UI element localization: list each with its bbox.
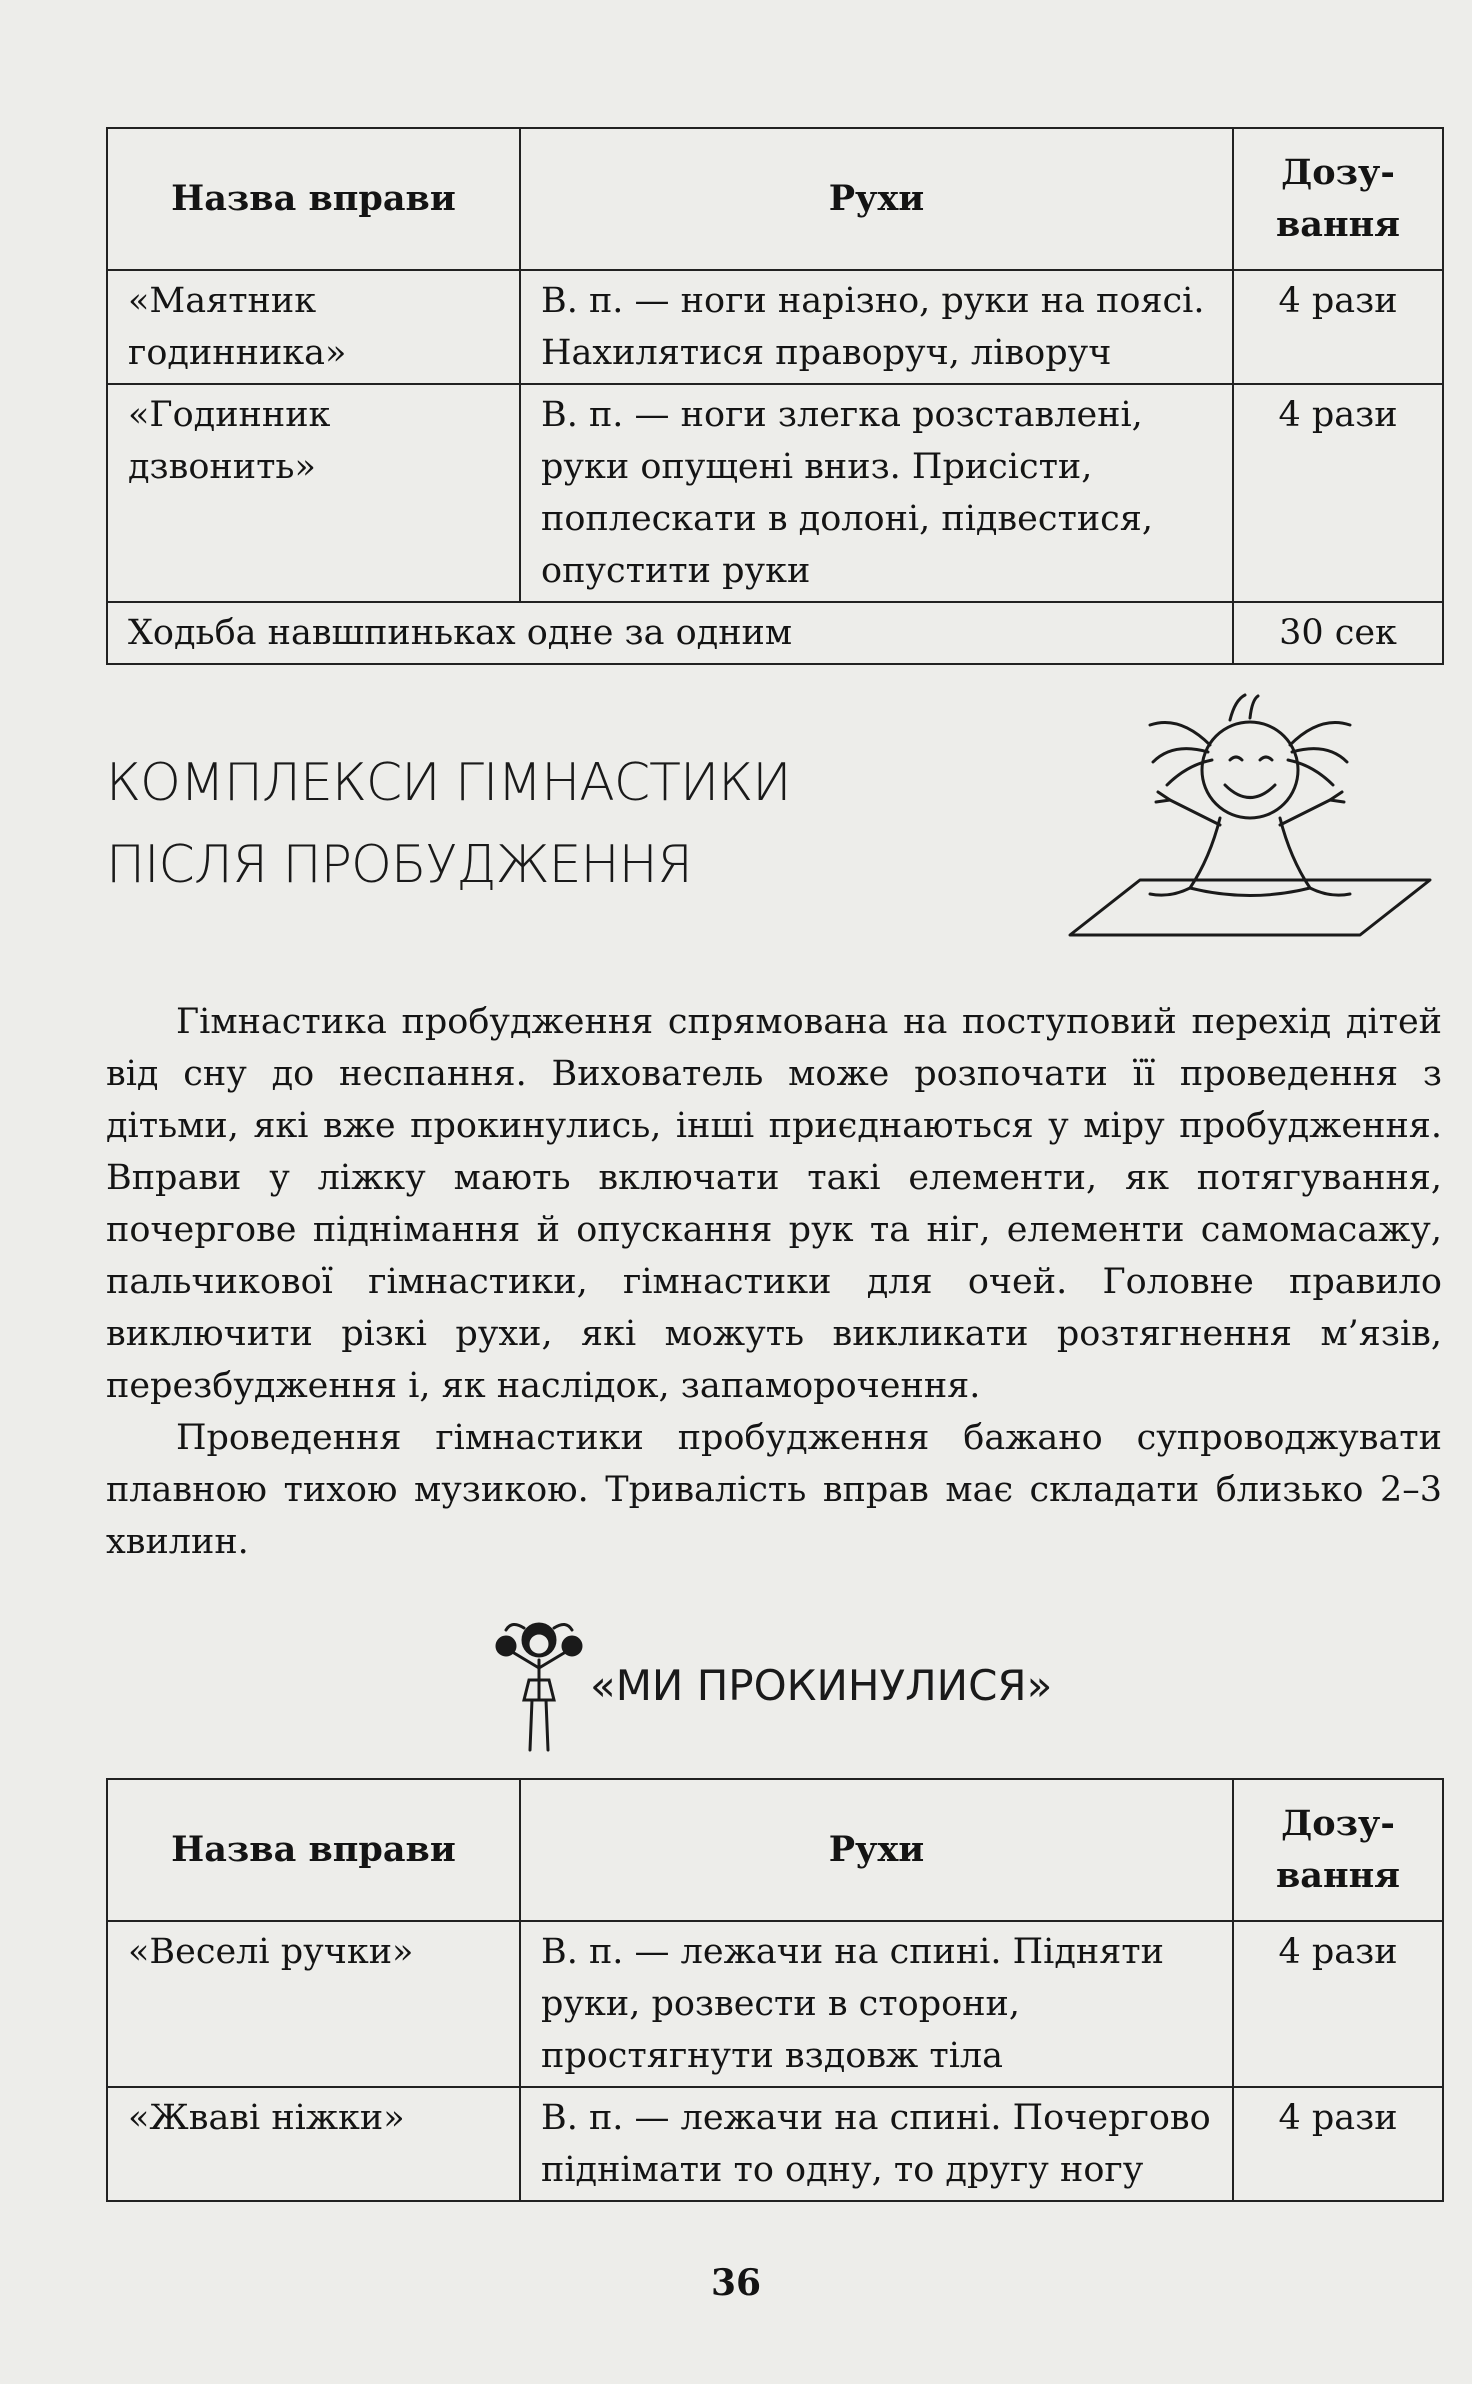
header-movements: Рухи: [520, 1779, 1233, 1921]
exercise-movements: В. п. — ноги злегка розставлені, руки опущені вниз. Присісти, поплескати в долоні, підвестися, опустити руки: [520, 384, 1233, 602]
exercise-movements: В. п. — лежачи на спині. Почергово піднімати то одну, то другу ногу: [520, 2087, 1233, 2201]
exercise-dosage: 4 рази: [1233, 2087, 1443, 2201]
table-row: [107, 2087, 1443, 2201]
exercise-dosage: 4 рази: [1233, 384, 1443, 602]
page-number: 36: [710, 2262, 762, 2304]
exercise-name: «Маятник годинника»: [107, 270, 520, 384]
walking-exercise: Ходьба навшпиньках одне за одним: [107, 602, 1233, 664]
header-movements: Рухи: [520, 128, 1233, 270]
header-exercise-name: Назва вправи: [107, 1779, 520, 1921]
body-text: [106, 996, 1442, 1568]
table-row: [107, 384, 1443, 602]
table-row: [107, 1921, 1443, 2087]
exercise-name: «Годинник дзвонить»: [107, 384, 520, 602]
exercise-name: «Веселі ручки»: [107, 1921, 520, 2087]
header-exercise-name: Назва вправи: [107, 128, 520, 270]
table-header-row: [107, 128, 1443, 270]
section-title-line-2: ПІСЛЯ ПРОБУДЖЕННЯ: [106, 835, 692, 895]
paragraph: Гімнастика пробудження спрямована на поступовий перехід дітей від сну до неспання. Вихователь може розпочати її проведення з дітьми, які вже прокинулись, інші приєднаються у міру пробудження. Вправи у ліжку мають включати такі елементи, як потягування, почергове піднімання й опускання рук та ніг, елементи самомасажу, пальчикової гімнастики, гімнастики для очей. Головне правило виключити різкі рухи, які можуть викликати розтягнення м’язів, перезбудження і, як наслідок, запаморочення.: [106, 1002, 1442, 1406]
table-header-row: [107, 1779, 1443, 1921]
exercise-table-1: [106, 127, 1444, 665]
walking-dosage: 30 сек: [1233, 602, 1443, 664]
exercise-movements: В. п. — ноги нарізно, руки на поясі. Нахилятися праворуч, ліворуч: [520, 270, 1233, 384]
paragraph: Проведення гімнастики пробудження бажано супроводжувати плавною тихою музикою. Тривалість вправ має складати близько 2–3 хвилин.: [106, 1418, 1442, 1562]
header-dosage: Дозу- вання: [1233, 128, 1443, 270]
exercise-table-2: [106, 1778, 1444, 2202]
table-footer-row: [107, 602, 1443, 664]
table-row: [107, 270, 1443, 384]
header-dosage: Дозу- вання: [1233, 1779, 1443, 1921]
girl-on-mat-illustration: [1060, 690, 1440, 950]
cheerleader-girl-icon: [494, 1610, 584, 1760]
exercise-complex-title: «МИ ПРОКИНУЛИСЯ»: [590, 1661, 1053, 1710]
exercise-movements: В. п. — лежачи на спині. Підняти руки, розвести в сторони, простягнути вздовж тіла: [520, 1921, 1233, 2087]
section-title-line-1: КОМПЛЕКСИ ГІМНАСТИКИ: [106, 753, 791, 813]
exercise-name: «Жваві ніжки»: [107, 2087, 520, 2201]
section-title: [106, 742, 791, 906]
exercise-dosage: 4 рази: [1233, 1921, 1443, 2087]
exercise-dosage: 4 рази: [1233, 270, 1443, 384]
